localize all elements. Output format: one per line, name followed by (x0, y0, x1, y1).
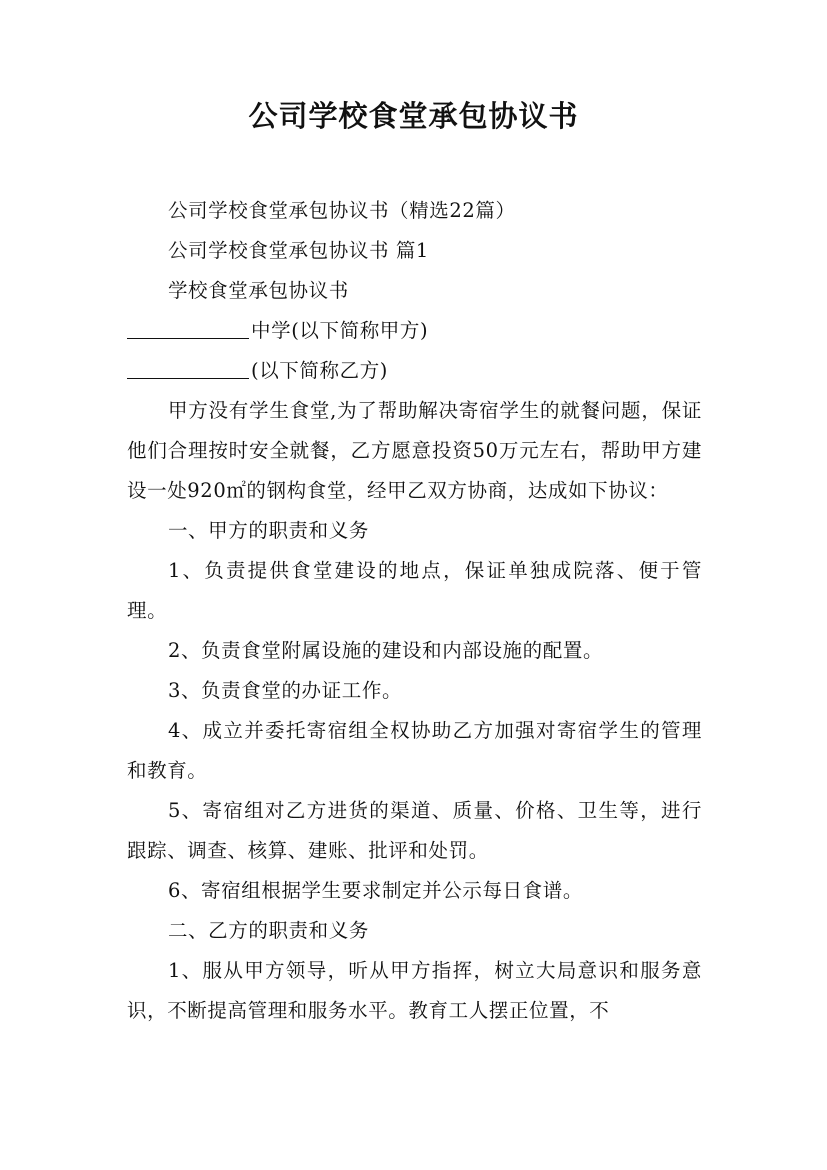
paragraph-preamble: 甲方没有学生食堂,为了帮助解决寄宿学生的就餐问题，保证他们合理按时安全就餐，乙方愿意投资50万元左右，帮助甲方建设一处920㎡的钢构食堂，经甲乙双方协商，达成如下协议： (127, 399, 702, 502)
paragraph-clause-b1: 1、服从甲方领导，听从甲方指挥，树立大局意识和服务意识，不断提高管理和服务水平。教育工人摆正位置，不 (127, 959, 702, 1022)
paragraph-section-heading: 公司学校食堂承包协议书 篇1 (167, 239, 429, 262)
paragraph-party-a (127, 311, 702, 351)
paragraph-clause-a1: 1、负责提供食堂建设的地点，保证单独成院落、便于管理。 (127, 559, 702, 622)
paragraph-heading-party-a-duties: 一、甲方的职责和义务 (167, 519, 369, 542)
paragraph-agreement-name: 学校食堂承包协议书 (167, 279, 349, 302)
paragraph-clause-a5: 5、寄宿组对乙方进货的渠道、质量、价格、卫生等，进行跟踪、调查、核算、建账、批评和处罚。 (127, 799, 702, 862)
paragraph-clause-a3: 3、负责食堂的办证工作。 (167, 679, 403, 702)
party-a-blank-line (127, 320, 249, 339)
document-body (127, 191, 702, 1031)
paragraph-clause-a2: 2、负责食堂附属设施的建设和内部设施的配置。 (167, 639, 604, 662)
paragraph-subtitle: 公司学校食堂承包协议书（精选22篇） (167, 199, 516, 222)
party-b-blank-line (127, 360, 249, 379)
document-title: 公司学校食堂承包协议书 (248, 99, 579, 133)
party-b-label: (以下简称乙方) (251, 359, 389, 382)
paragraph-heading-party-b-duties: 二、乙方的职责和义务 (167, 919, 369, 942)
paragraph-party-b (127, 351, 702, 391)
paragraph-clause-a6: 6、寄宿组根据学生要求制定并公示每日食谱。 (167, 879, 583, 902)
paragraph-clause-a4: 4、成立并委托寄宿组全权协助乙方加强对寄宿学生的管理和教育。 (127, 719, 702, 782)
party-a-label: 中学(以下简称甲方) (251, 319, 429, 342)
